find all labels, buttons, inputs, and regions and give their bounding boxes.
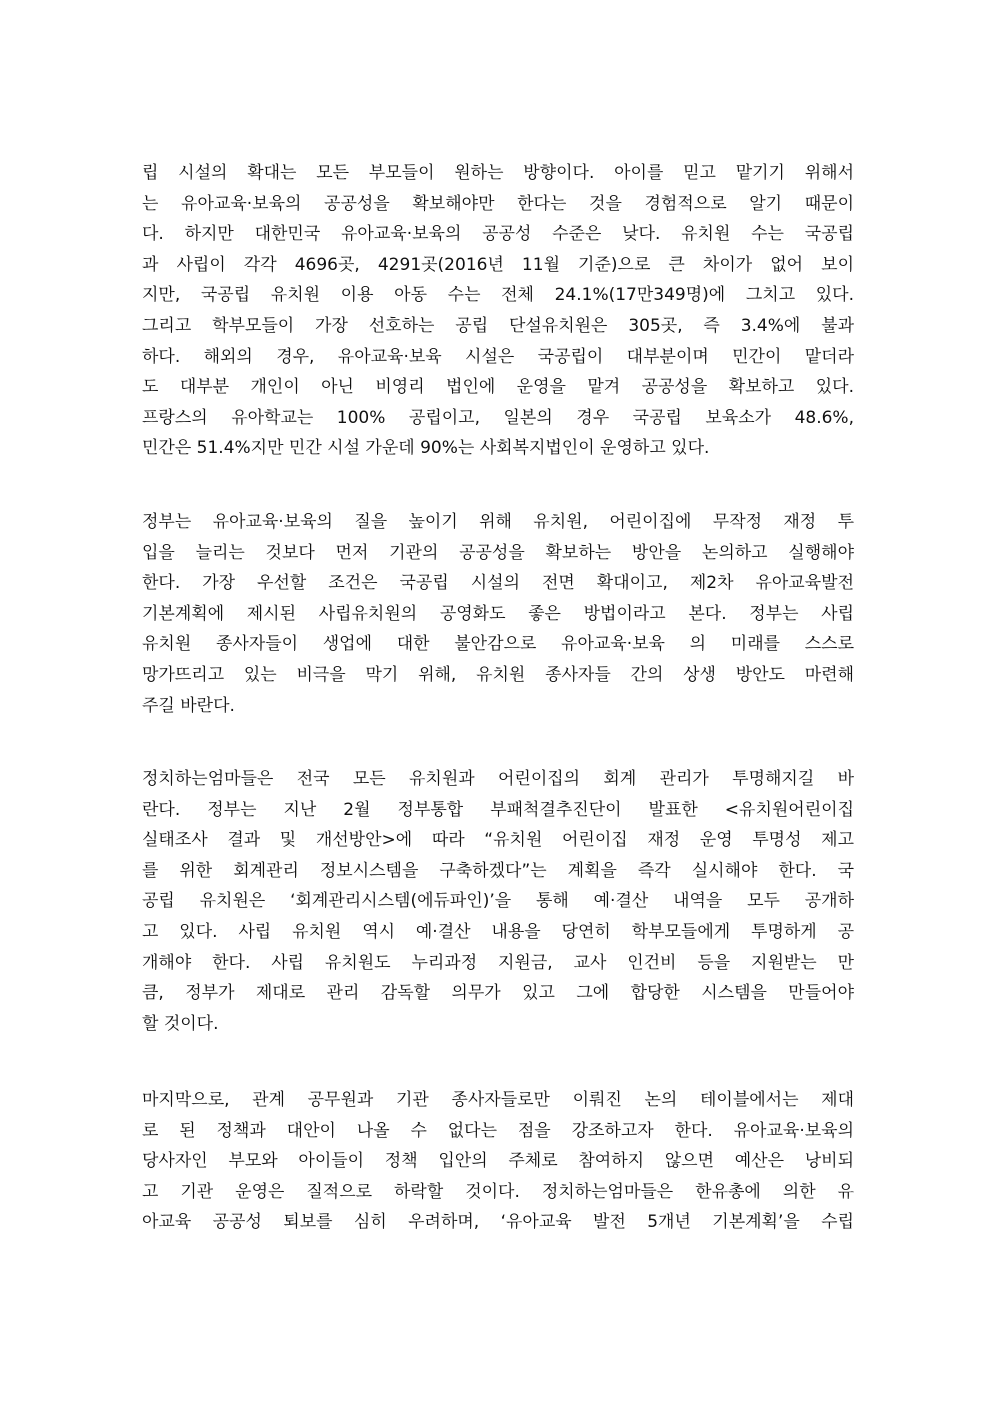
paragraph-line: 민간은 51.4%지만 민간 시설 가운데 90%는 사회복지법인이 운영하고 있다. bbox=[142, 438, 710, 459]
paragraph-line: 정치하는엄마들은 전국 모든 유치원과 어린이집의 회계 관리가 투명해지길 바 bbox=[142, 769, 854, 789]
paragraph-line: 그리고 학부모들이 가장 선호하는 공립 단설유치원은 305곳, 즉 3.4%에 불과 bbox=[142, 315, 854, 336]
paragraph-line: 도 대부분 개인이 아닌 비영리 법인에 운영을 맡겨 공공성을 확보하고 있다. bbox=[142, 377, 854, 398]
paragraph-line: 지만, 국공립 유치원 이용 아동 수는 전체 24.1%(17만349명)에 그치고 있다. bbox=[142, 285, 854, 306]
paragraph-line: 다. 하지만 대한민국 유아교육·보육의 공공성 수준은 낮다. 유치원 수는 국공립 bbox=[142, 224, 854, 245]
paragraph-line: 프랑스의 유아학교는 100% 공립이고, 일본의 경우 국공립 보육소가 48.6%, bbox=[142, 407, 854, 428]
paragraph-line: 주길 바란다. bbox=[142, 695, 235, 716]
paragraph-line: 개해야 한다. 사립 유치원도 누리과정 지원금, 교사 인건비 등을 지원받는 만 bbox=[142, 952, 854, 973]
paragraph-line: 공립 유치원은 ‘회계관리시스템(에듀파인)’을 통해 예·결산 내역을 모두 공개하 bbox=[142, 891, 854, 912]
paragraph-line: 고 기관 운영은 질적으로 하락할 것이다. 정치하는엄마들은 한유총에 의한 유 bbox=[142, 1181, 854, 1202]
paragraph-line: 하다. 해외의 경우, 유아교육·보육 시설은 국공립이 대부분이며 민간이 맡더라 bbox=[142, 346, 854, 367]
paragraph-line: 실태조사 결과 및 개선방안>에 따라 “유치원 어린이집 재정 운영 투명성 제고 bbox=[142, 830, 854, 851]
paragraph-line: 립 시설의 확대는 모든 부모들이 원하는 방향이다. 아이를 믿고 맡기기 위해서 bbox=[142, 163, 854, 183]
paragraph-line: 아교육 공공성 퇴보를 심히 우려하며, ‘유아교육 발전 5개년 기본계획’을 수립 bbox=[142, 1212, 854, 1233]
paragraph-line: 유치원 종사자들이 생업에 대한 불안감으로 유아교육·보육 의 미래를 스스로 bbox=[142, 634, 854, 655]
paragraph-line: 큼, 정부가 제대로 관리 감독할 의무가 있고 그에 합당한 시스템을 만들어야 bbox=[142, 983, 854, 1004]
paragraph-line: 를 위한 회계관리 정보시스템을 구축하겠다”는 계획을 즉각 실시해야 한다. 국 bbox=[142, 860, 854, 881]
paragraph-line: 는 유아교육·보육의 공공성을 확보해야만 한다는 것을 경험적으로 알기 때문이 bbox=[142, 193, 854, 214]
paragraph-line: 고 있다. 사립 유치원 역시 예·결산 내용을 당연히 학부모들에게 투명하게 공 bbox=[142, 921, 854, 942]
paragraph-line: 할 것이다. bbox=[142, 1013, 219, 1034]
paragraph-government-publicness bbox=[142, 507, 854, 721]
paragraph-accounting-transparency bbox=[142, 764, 854, 1039]
paragraph-line: 당사자인 부모와 아이들이 정책 입안의 주체로 참여하지 않으면 예산은 낭비되 bbox=[142, 1151, 854, 1172]
paragraph-line: 란다. 정부는 지난 2월 정부통합 부패척결추진단이 발표한 <유치원어린이집 bbox=[142, 799, 854, 820]
paragraph-line: 마지막으로, 관계 공무원과 기관 종사자들로만 이뤄진 논의 테이블에서는 제대 bbox=[142, 1090, 854, 1110]
paragraph-public-facilities bbox=[142, 158, 854, 464]
paragraph-line: 망가뜨리고 있는 비극을 막기 위해, 유치원 종사자들 간의 상생 방안도 마련해 bbox=[142, 664, 854, 685]
paragraph-line: 한다. 가장 우선할 조건은 국공립 시설의 전면 확대이고, 제2차 유아교육발전 bbox=[142, 573, 854, 594]
paragraph-line: 로 된 정책과 대안이 나올 수 없다는 점을 강조하고자 한다. 유아교육·보육의 bbox=[142, 1120, 854, 1141]
paragraph-line: 정부는 유아교육·보육의 질을 높이기 위해 유치원, 어린이집에 무작정 재정 투 bbox=[142, 512, 854, 532]
paragraph-conclusion bbox=[142, 1085, 854, 1238]
paragraph-line: 입을 늘리는 것보다 먼저 기관의 공공성을 확보하는 방안을 논의하고 실행해야 bbox=[142, 542, 854, 563]
paragraph-line: 과 사립이 각각 4696곳, 4291곳(2016년 11월 기준)으로 큰 차이가 없어 보이 bbox=[142, 254, 854, 275]
paragraph-line: 기본계획에 제시된 사립유치원의 공영화도 좋은 방법이라고 본다. 정부는 사립 bbox=[142, 603, 854, 624]
